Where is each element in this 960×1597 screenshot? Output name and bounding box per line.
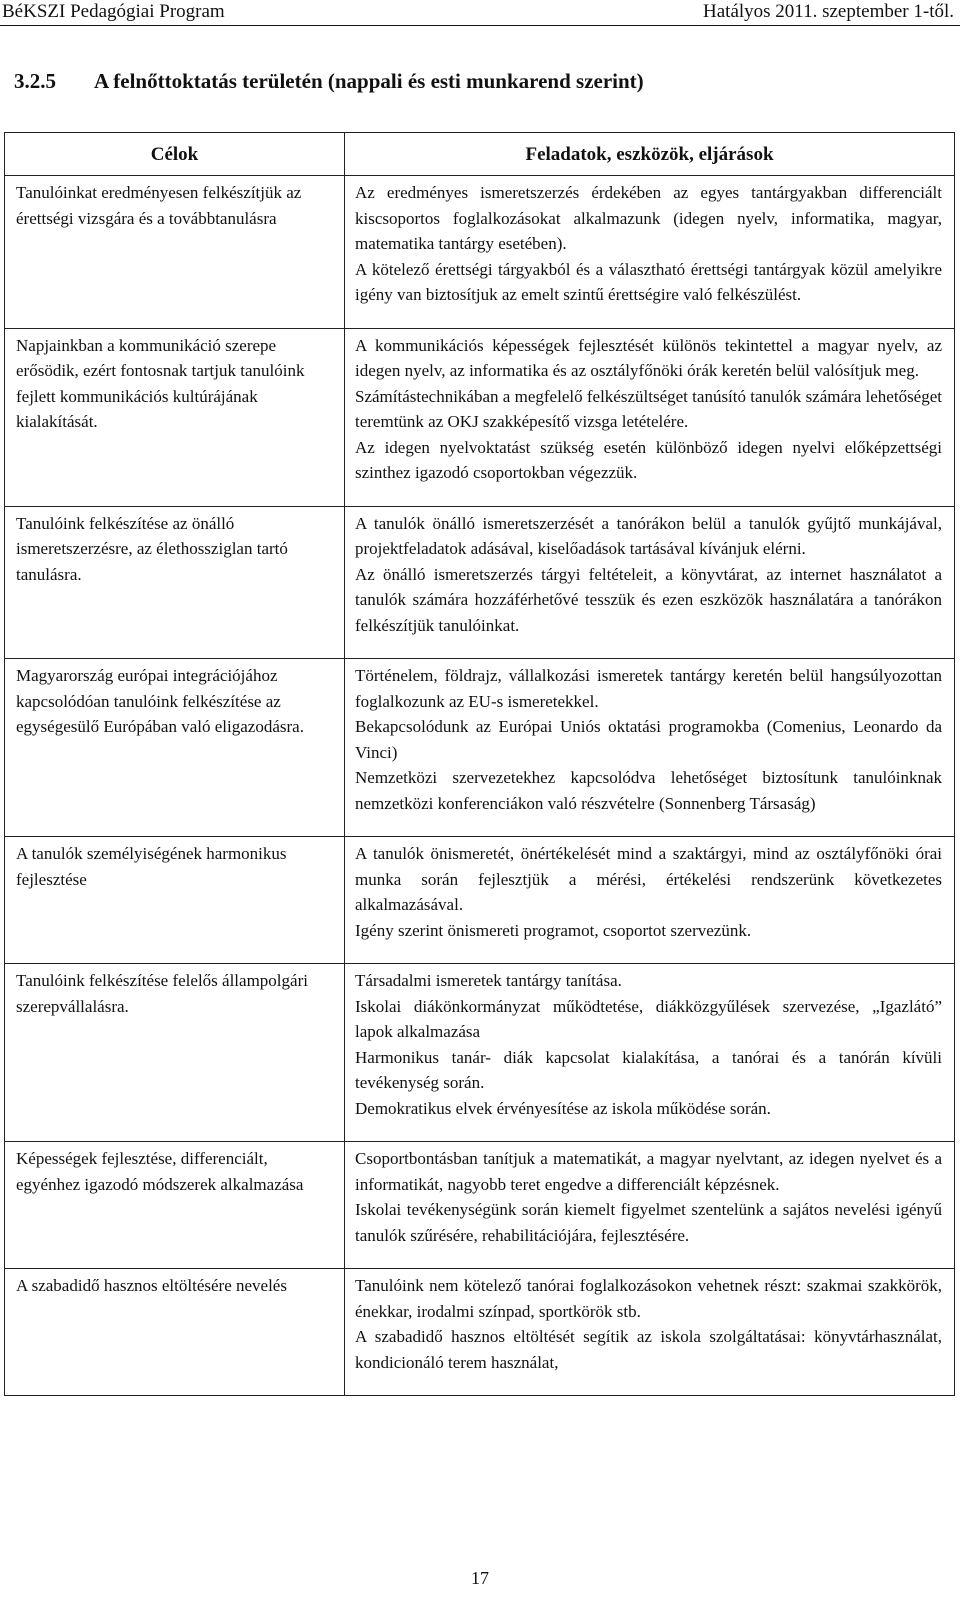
task-paragraph: Iskolai diákönkormányzat működtetése, diákközgyűlések szervezése, „Igazlátó” lapok alkalmazása xyxy=(355,996,942,1041)
task-paragraph: Iskolai tevékenységünk során kiemelt figyelmet szentelünk a sajátos nevelési igényű tanulók szűrésére, rehabilitációjára, fejlesztésére. xyxy=(355,1200,942,1245)
tasks-cell xyxy=(345,837,955,964)
table-row xyxy=(5,506,955,659)
task-paragraph: A tanulók önálló ismeretszerzését a tanórákon belül a tanulók gyűjtő munkájával, projektfeladatok adásával, kiselőadások tartásával kívánjuk elérni. xyxy=(355,513,942,558)
header-effective-date: Hatályos 2011. szeptember 1-től. xyxy=(703,1,954,22)
page-number: 17 xyxy=(471,1568,489,1588)
task-paragraph: Harmonikus tanár- diák kapcsolat kialakítása, a tanórai és a tanórán kívüli tevékenység során. xyxy=(355,1047,942,1092)
column-header-tasks: Feladatok, eszközök, eljárások xyxy=(345,133,955,176)
goal-cell: Magyarország európai integrációjához kapcsolódóan tanulóink felkészítése az egységesülő Európában való eligazodásra. xyxy=(5,659,345,837)
task-paragraph: Az önálló ismeretszerzés tárgyi feltételeit, a könyvtárat, az internet használatot a tanulók számára hozzáférhetővé tesszük és ezen eszközök használatára a tanórákon felkészítjük tanulóinkat. xyxy=(355,564,942,635)
header-program-title: BéKSZI Pedagógiai Program xyxy=(2,1,225,22)
task-paragraph: A szabadidő hasznos eltöltését segítik az iskola szolgáltatásai: könyvtárhasználat, kondicionáló terem használat, xyxy=(355,1327,942,1372)
tasks-cell xyxy=(345,328,955,506)
task-paragraph: Bekapcsolódunk az Európai Uniós oktatási programokba (Comenius, Leonardo da Vinci) xyxy=(355,717,942,762)
header-rule xyxy=(0,25,960,26)
tasks-cell xyxy=(345,176,955,329)
table-header-row xyxy=(5,133,955,176)
task-paragraph: Történelem, földrajz, vállalkozási ismeretek tantárgy keretén belül hangsúlyozottan foglalkozunk az EU-s ismeretekkel. xyxy=(355,666,942,711)
section-heading xyxy=(14,68,644,94)
goals-tasks-table xyxy=(4,132,955,1396)
tasks-cell xyxy=(345,659,955,837)
tasks-cell xyxy=(345,964,955,1142)
tasks-cell xyxy=(345,506,955,659)
task-paragraph: Társadalmi ismeretek tantárgy tanítása. xyxy=(355,971,622,990)
task-paragraph: Nemzetközi szervezetekhez kapcsolódva lehetőséget biztosítunk tanulóinknak nemzetközi konferenciákon való részvételre (Sonnenberg Társaság) xyxy=(355,768,942,813)
goal-cell: A tanulók személyiségének harmonikus fejlesztése xyxy=(5,837,345,964)
task-paragraph: Az eredményes ismeretszerzés érdekében az egyes tantárgyakban differenciált kiscsoportos foglalkozásokat alkalmazunk (idegen nyelv, informatika, magyar, matematika tantárgy esetében). xyxy=(355,183,942,253)
task-paragraph: Demokratikus elvek érvényesítése az iskola működése során. xyxy=(355,1098,771,1118)
tasks-cell xyxy=(345,1142,955,1269)
goal-cell: Tanulóink felkészítése felelős állampolgári szerepvállalásra. xyxy=(5,964,345,1142)
table-row xyxy=(5,328,955,506)
table-row xyxy=(5,176,955,329)
section-title: A felnőttoktatás területén (nappali és esti munkarend szerint) xyxy=(94,69,644,93)
task-paragraph: Számítástechnikában a megfelelő felkészültséget tanúsító tanulók számára lehetőséget teremtünk az OKJ szakképesítő vizsga letételére. xyxy=(355,386,942,431)
table-row xyxy=(5,659,955,837)
goal-cell: Napjainkban a kommunikáció szerepe erősödik, ezért fontosnak tartjuk tanulóink fejlett kommunikációs kultúrájának kialakítását. xyxy=(5,328,345,506)
task-paragraph: A kommunikációs képességek fejlesztését különös tekintettel a magyar nyelv, az idegen nyelv, az informatika és az osztályfőnöki órák keretén belül valósítjuk meg. xyxy=(355,335,942,380)
table-row xyxy=(5,837,955,964)
task-paragraph: A tanulók önismeretét, önértékelését mind a szaktárgyi, mind az osztályfőnöki órai munka során fejlesztjük a mérési, értékelési rendszerünk következetes alkalmazásával. xyxy=(355,844,942,914)
table-row xyxy=(5,964,955,1142)
goal-cell: Tanulóink felkészítése az önálló ismeretszerzésre, az élethossziglan tartó tanulásra. xyxy=(5,506,345,659)
task-paragraph: Csoportbontásban tanítjuk a matematikát, a magyar nyelvtant, az idegen nyelvet és a informatikát, nagyobb teret engedve a differenciált képzésnek. xyxy=(355,1149,942,1194)
goal-cell: Képességek fejlesztése, differenciált, egyénhez igazodó módszerek alkalmazása xyxy=(5,1142,345,1269)
column-header-goals: Célok xyxy=(5,133,345,176)
goal-cell: Tanulóinkat eredményesen felkészítjük az érettségi vizsgára és a továbbtanulásra xyxy=(5,176,345,329)
task-paragraph: Tanulóink nem kötelező tanórai foglalkozásokon vehetnek részt: szakmai szakkörök, énekkar, irodalmi színpad, sportkörök stb. xyxy=(355,1276,942,1321)
task-paragraph: Igény szerint önismereti programot, csoportot szervezünk. xyxy=(355,920,752,940)
task-paragraph: A kötelező érettségi tárgyakból és a választható érettségi tantárgyak közül amelyikre igény van biztosítjuk az emelt szintű érettségire való felkészülést. xyxy=(355,259,942,304)
tasks-cell xyxy=(345,1269,955,1396)
table-row xyxy=(5,1142,955,1269)
goal-cell: A szabadidő hasznos eltöltésére nevelés xyxy=(5,1269,345,1396)
table-row xyxy=(5,1269,955,1396)
page-header xyxy=(0,0,960,26)
section-number: 3.2.5 xyxy=(14,69,56,93)
task-paragraph: Az idegen nyelvoktatást szükség esetén különböző idegen nyelvi előképzettségi szinthez igazodó csoportokban végezzük. xyxy=(355,437,942,482)
